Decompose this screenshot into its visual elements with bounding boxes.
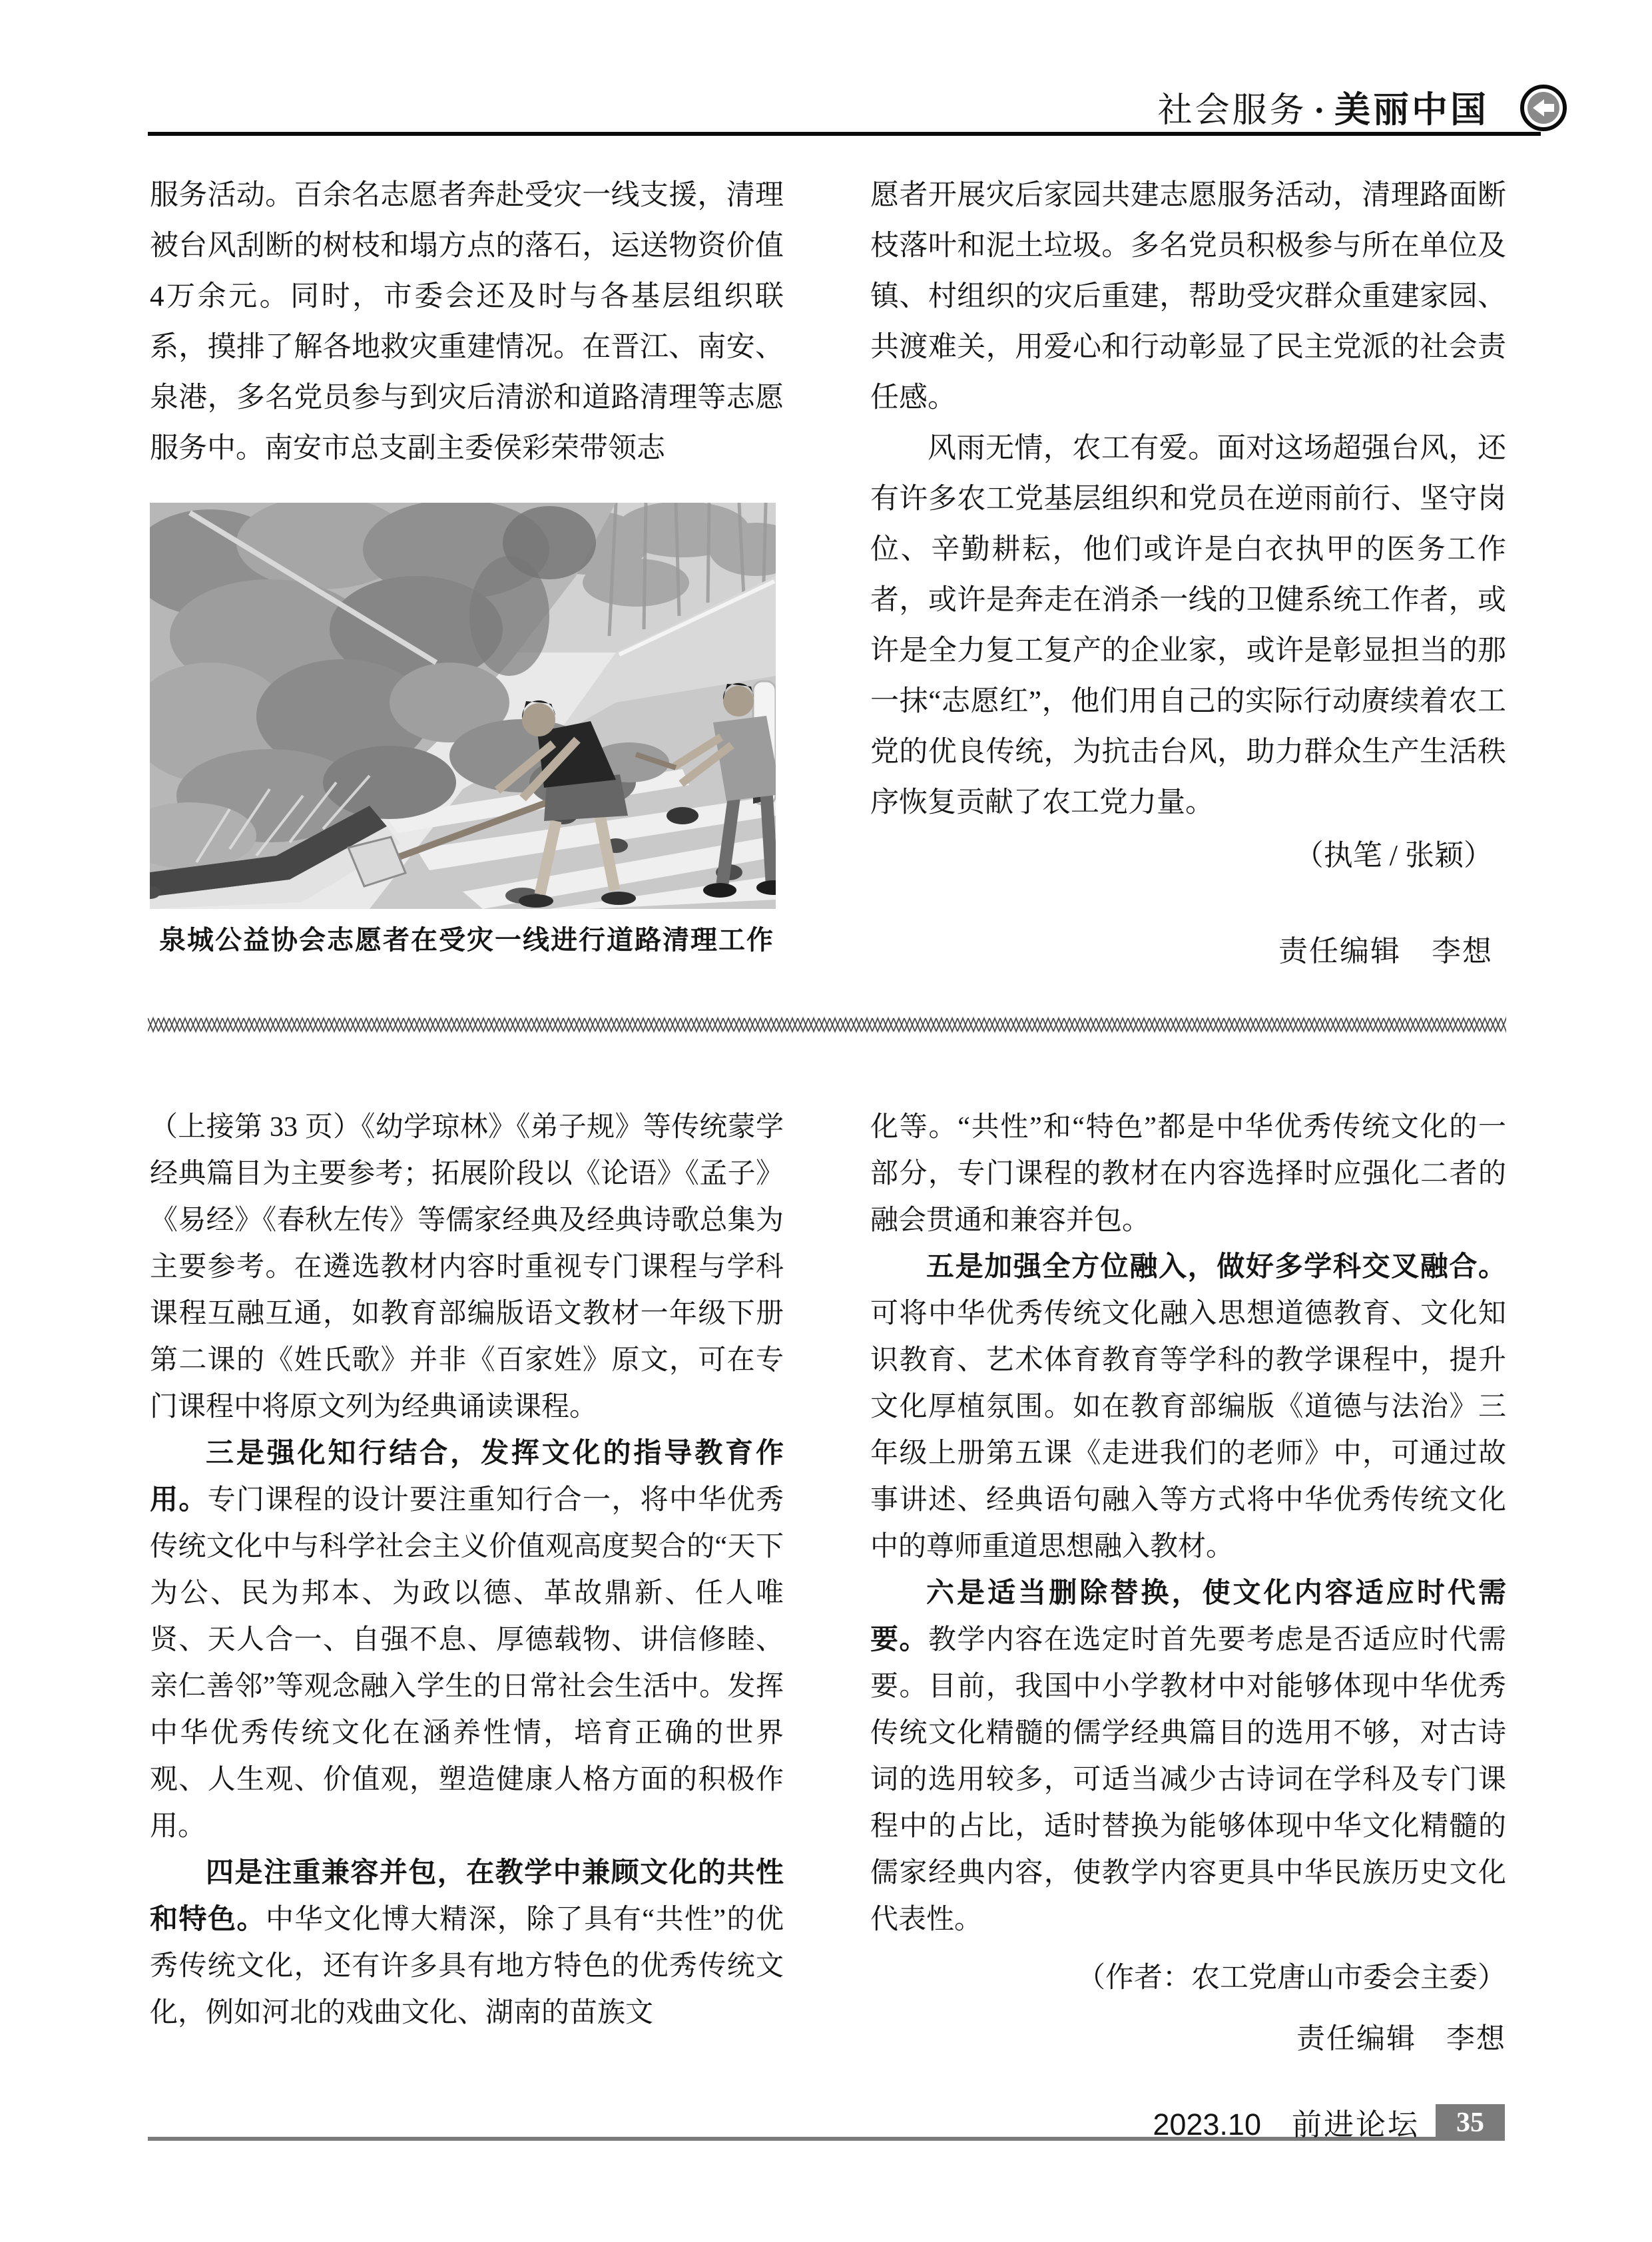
footer-journal-name: 前进论坛 [1291,2108,1420,2141]
education-right-paragraph-2 [870,1244,1506,1570]
education-point4-body: 中华文化博大精深，除了具有“共性”的优秀传统文化，还有许多具有地方特色的优秀传统文化，例如河北的戏曲文化、湖南的苗族文 [150,1904,784,2028]
page-number-badge [1436,2104,1505,2141]
education-left-paragraph-3 [150,1850,784,2036]
author-note: （作者：农工党唐山市委会主委） [1077,1962,1506,1994]
editor-note-bottom: 责任编辑 李想 [1296,2024,1506,2055]
circle-back-arrow-icon [1519,84,1567,132]
education-point5-body: 可将中华优秀传统文化融入思想道德教育、文化知识教育、艺术体育教育等学科的教学课程中，提升文化厚植氛围。如在教育部编版《道德与法治》三年级上册第五课《走进我们的老师》中，可通过故事讲述、经典语句融入等方式将中华优秀传统文化中的尊师重道思想融入教材。 [870,1298,1506,1562]
disaster-right-paragraph-1: 愿者开展灾后家园共建志愿服务活动，清理路面断枝落叶和泥土垃圾。多名党员积极参与所在单位及镇、村组织的灾后重建，帮助受灾群众重建家园、共渡难关，用爱心和行动彰显了民主党派的社会责任感。 [870,180,1506,414]
education-right-column [870,1104,1506,2063]
education-left-column [150,1104,784,2036]
education-right-paragraph-3 [870,1570,1506,1943]
education-point6-body: 教学内容在选定时首先要考虑是否适应时代需要。目前，我国中小学教材中对能够体现中华优秀传统文化精髓的儒学经典篇目的选用不够，对古诗词的选用较多，可适当减少古诗词在学科及专门课程中的占比，适时替换为能够体现中华文化精髓的儒家经典内容，使教学内容更具中华民族历史文化代表性。 [870,1625,1506,1935]
education-right-paragraph-1: 化等。“共性”和“特色”都是中华优秀传统文化的一部分，专门课程的教材在内容选择时应强化二者的融会贯通和兼容并包。 [870,1112,1506,1236]
section-divider [148,1015,1506,1035]
footer-text [799,2100,1420,2143]
education-point5-lead: 五是加强全方位融入，做好多学科交叉融合。 [926,1252,1506,1282]
disaster-right-column [870,170,1506,828]
section-label [1158,81,1489,133]
education-point6-lead: 六是适当删除替换，使文化内容适应时代需要。 [870,1578,1506,1655]
education-point4-lead: 四是注重兼容并包，在教学中兼顾文化的共性和特色。 [150,1858,784,1935]
byline: （执笔 / 张颖） [1294,839,1493,872]
education-point3-lead: 三是强化知行结合，发挥文化的指导教育作用。 [150,1438,784,1516]
editor-note-top: 责任编辑 李想 [1278,935,1493,968]
section-label-part2: 美丽中国 [1334,90,1489,130]
disaster-right-paragraph-2: 风雨无情，农工有爱。面对这场超强台风，还有许多农工党基层组织和党员在逆雨前行、坚守岗位、辛勤耕耘，他们或许是白衣执甲的医务工作者，或许是奔走在消杀一线的卫健系统工作者，或许是全力复工复产的企业家，或许是彰显担当的那一抹“志愿红”，他们用自己的实际行动赓续着农工党的优良传统，为抗击台风，助力群众生产生活秩序恢复贡献了农工党力量。 [870,433,1506,818]
section-label-separator: · [1313,92,1328,130]
photo-caption: 泉城公益协会志愿者在受灾一线进行道路清理工作 [159,925,774,955]
page-number: 35 [1456,2107,1484,2138]
education-left-paragraph-1: （上接第 33 页）《幼学琼林》《弟子规》等传统蒙学经典篇目为主要参考；拓展阶段以《论语》《孟子》《易经》《春秋左传》等儒家经典及经典诗歌总集为主要参考。在遴选教材内容时重视专门课程与学科课程互融互通，如教育部编版语文教材一年级下册第二课的《姓氏歌》并非《百家姓》原文，可在专门课程中将原文列为经典诵读课程。 [150,1112,784,1422]
education-point3-body: 专门课程的设计要注重知行合一，将中华优秀传统文化中与科学社会主义价值观高度契合的“天下为公、民为邦本、为政以德、革故鼎新、任人唯贤、天人合一、自强不息、厚德载物、讲信修睦、亲仁善邻”等观念融入学生的日常社会生活中。发挥中华优秀传统文化在涵养性情，培育正确的世界观、人生观、价值观，塑造健康人格方面的积极作用。 [150,1485,784,1842]
section-label-part1: 社会服务 [1157,92,1307,130]
header-rule [148,132,1541,136]
disaster-left-paragraph: 服务活动。百余名志愿者奔赴受灾一线支援，清理被台风刮断的树枝和塌方点的落石，运送物资价值4万余元。同时，市委会还及时与各基层组织联系，摸排了解各地救灾重建情况。在晋江、南安、泉港，多名党员参与到灾后清淤和道路清理等志愿服务中。南安市总支副主委侯彩荣带领志 [150,180,784,464]
photo-road-cleanup [150,503,776,909]
education-left-paragraph-2 [150,1430,784,1850]
footer-issue: 2023.10 [1153,2107,1261,2141]
